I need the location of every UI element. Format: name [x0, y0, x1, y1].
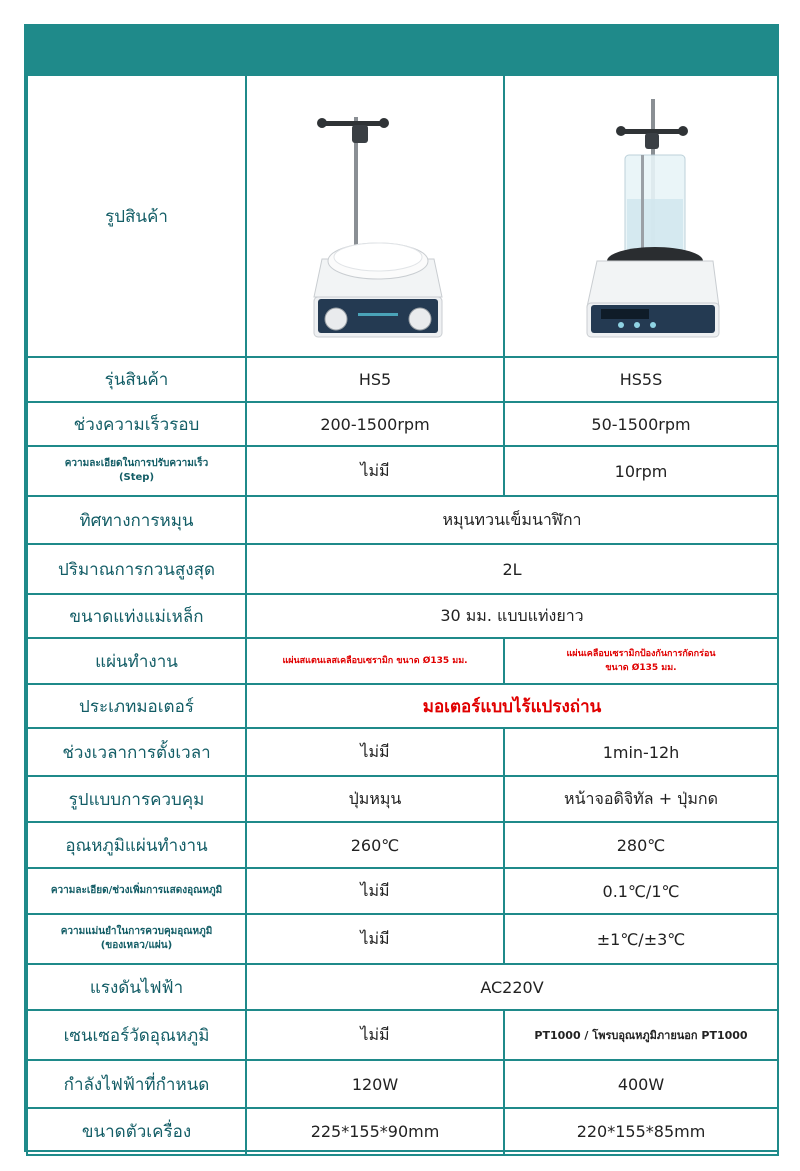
row-power: [27, 1060, 778, 1108]
row-label-control: รูปแบบการควบคุม: [27, 776, 246, 822]
speed-step-label-line2: (Step): [118, 472, 155, 483]
temp-accuracy-label-line1: ความแม่นยำในการควบคุมอุณหภูมิ: [60, 926, 213, 937]
row-timer: [27, 728, 778, 776]
row-label-temp-accuracy: [27, 914, 246, 964]
temp-resolution-hs5s: 0.1℃/1℃: [504, 868, 778, 914]
dimensions-hs5s: 220*155*85mm: [504, 1108, 778, 1155]
control-hs5s: หน้าจอดิจิทัล + ปุ่มกด: [504, 776, 778, 822]
model-hs5: HS5: [246, 357, 504, 402]
row-plate-temp: [27, 822, 778, 868]
sensor-hs5s: PT1000 / โพรบอุณหภูมิภายนอก PT1000: [504, 1010, 778, 1060]
row-motor: [27, 684, 778, 728]
row-label-rotation: ทิศทางการหมุน: [27, 496, 246, 544]
row-rotation: [27, 496, 778, 544]
plate-hs5s-line1: แผ่นเคลือบเซรามิกป้องกันการกัดกร่อน: [566, 649, 716, 659]
model-hs5s: HS5S: [504, 357, 778, 402]
product-image-hs5s: [504, 75, 778, 357]
plate-temp-hs5s: 280℃: [504, 822, 778, 868]
row-temp-resolution: [27, 868, 778, 914]
row-label-speed-step: [27, 446, 246, 496]
motor-value: มอเตอร์แบบไร้แปรงถ่าน: [246, 684, 778, 728]
temp-accuracy-hs5: ไม่มี: [246, 914, 504, 964]
temp-resolution-hs5: ไม่มี: [246, 868, 504, 914]
plate-hs5s: [504, 638, 778, 684]
plate-hs5: แผ่นสแตนเลสเคลือบเซรามิก ขนาด Ø135 มม.: [246, 638, 504, 684]
speed-step-label-line1: ความละเอียดในการปรับความเร็ว: [64, 458, 209, 469]
row-image: [27, 75, 778, 357]
sensor-hs5: ไม่มี: [246, 1010, 504, 1060]
row-label-power: กำลังไฟฟ้าที่กำหนด: [27, 1060, 246, 1108]
temp-accuracy-label-line2: (ของเหลว/แผ่น): [100, 940, 173, 951]
control-hs5: ปุ่มหมุน: [246, 776, 504, 822]
row-label-dimensions: ขนาดตัวเครื่อง: [27, 1108, 246, 1155]
header-bar: [26, 26, 777, 74]
plate-temp-hs5: 260℃: [246, 822, 504, 868]
row-label-motor: ประเภทมอเตอร์: [27, 684, 246, 728]
speed-range-hs5: 200-1500rpm: [246, 402, 504, 446]
row-label-sensor: เซนเซอร์วัดอุณหภูมิ: [27, 1010, 246, 1060]
row-control: [27, 776, 778, 822]
row-label-model: รุ่นสินค้า: [27, 357, 246, 402]
row-model: [27, 357, 778, 402]
max-volume-value: 2L: [246, 544, 778, 594]
spec-comparison-table: [24, 24, 779, 1152]
speed-step-hs5: ไม่มี: [246, 446, 504, 496]
speed-range-hs5s: 50-1500rpm: [504, 402, 778, 446]
row-temp-accuracy: [27, 914, 778, 964]
timer-hs5s: 1min-12h: [504, 728, 778, 776]
power-hs5: 120W: [246, 1060, 504, 1108]
row-label-max-volume: ปริมาณการกวนสูงสุด: [27, 544, 246, 594]
row-speed-range: [27, 402, 778, 446]
row-sensor: [27, 1010, 778, 1060]
row-label-magnet-bar: ขนาดแท่งแม่เหล็ก: [27, 594, 246, 638]
voltage-value: AC220V: [246, 964, 778, 1010]
dimensions-hs5: 225*155*90mm: [246, 1108, 504, 1155]
row-label-voltage: แรงดันไฟฟ้า: [27, 964, 246, 1010]
speed-step-hs5s: 10rpm: [504, 446, 778, 496]
power-hs5s: 400W: [504, 1060, 778, 1108]
timer-hs5: ไม่มี: [246, 728, 504, 776]
row-plate: [27, 638, 778, 684]
magnet-bar-value: 30 มม. แบบแท่งยาว: [246, 594, 778, 638]
hs5-stirrer-illustration: [300, 91, 450, 341]
hs5s-stirrer-illustration: [561, 91, 721, 341]
row-label-temp-resolution: ความละเอียด/ช่วงเพิ่มการแสดงอุณหภูมิ: [27, 868, 246, 914]
row-speed-step: [27, 446, 778, 496]
rotation-value: หมุนทวนเข็มนาฬิกา: [246, 496, 778, 544]
row-dimensions: [27, 1108, 778, 1155]
plate-hs5s-line2: ขนาด Ø135 มม.: [605, 663, 677, 673]
row-label-plate: แผ่นทำงาน: [27, 638, 246, 684]
spec-table: [26, 74, 779, 1156]
row-voltage: [27, 964, 778, 1010]
row-label-plate-temp: อุณหภูมิแผ่นทำงาน: [27, 822, 246, 868]
product-image-hs5: [246, 75, 504, 357]
row-label-speed-range: ช่วงความเร็วรอบ: [27, 402, 246, 446]
temp-accuracy-hs5s: ±1℃/±3℃: [504, 914, 778, 964]
row-label-image: รูปสินค้า: [27, 75, 246, 357]
row-max-volume: [27, 544, 778, 594]
row-magnet-bar: [27, 594, 778, 638]
row-label-timer: ช่วงเวลาการตั้งเวลา: [27, 728, 246, 776]
